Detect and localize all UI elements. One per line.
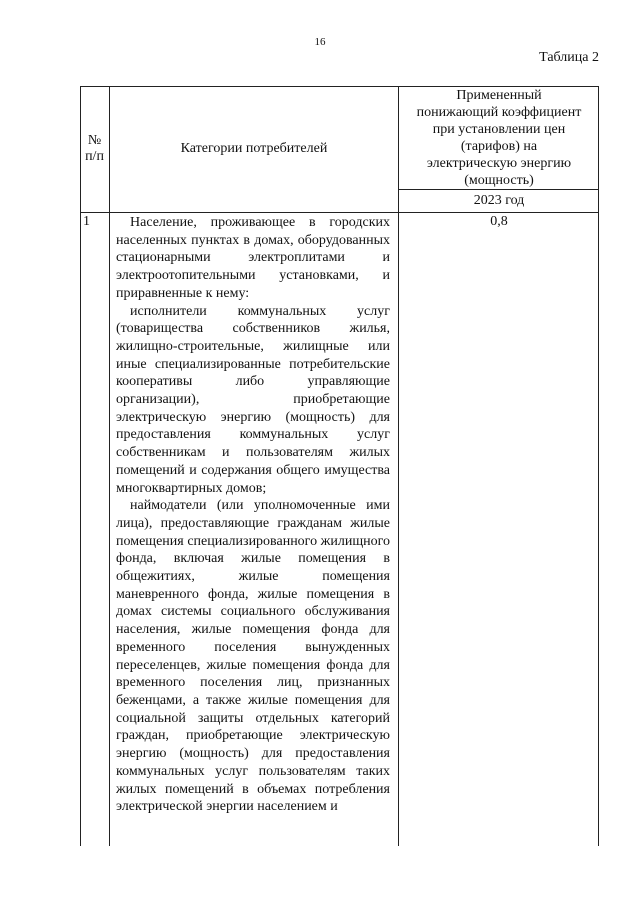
header-coefficient-line: (мощность) [464, 172, 534, 188]
category-paragraph: наймодатели (или уполномоченные ими лица), предоставляющие гражданам жилые помещения специализированного жилищного фонда, включая жилые помещения в общежитиях, жилые помещения маневренного фонда, жилые помещения в домах системы социального обслуживания населения, жилые помещения фонда для временного поселения вынужденных переселенцев, жилые помещения фонда для временного поселения лиц, признанных беженцами, а также жилые помещения для социальной защиты отдельных категорий граждан, приобретающие электрическую энергию (мощность) для предоставления коммунальных услуг пользователям таких жилых помещений в объемах потребления электрической энергии населением и [116, 498, 390, 815]
header-coefficient-line: (тарифов) на [460, 138, 538, 154]
row-coefficient-value: 0,8 [490, 214, 508, 229]
header-coefficient-cell [399, 86, 599, 189]
header-category-label: Категории потребителей [180, 141, 328, 156]
row-category-text [116, 214, 390, 816]
tariff-table [80, 86, 599, 846]
header-number-line: № [87, 133, 102, 148]
category-paragraph: исполнители коммунальных услуг (товарищества собственников жилья, жилищно-строительные, жилищные или иные специализированные потребительские кооперативы либо управляющие организации), приобретающие электрическую энергию (мощность) для предоставления коммунальных услуг собственникам и пользователям жилых помещений и содержания общего имущества многоквартирных домов; [116, 303, 390, 496]
header-number-line: п/п [85, 149, 104, 164]
header-coefficient-line: при установлении цен [432, 121, 566, 137]
header-coefficient-line: понижающий коэффициент [416, 104, 582, 120]
category-paragraph: Население, проживающее в городских населенных пунктах в домах, оборудованных стационарными электроплитами и электроотопительными установками, и приравненные к нему: [116, 215, 390, 301]
header-coefficient-line: Примененный [456, 87, 542, 103]
table-label: Таблица 2 [539, 50, 599, 65]
row-number: 1 [83, 214, 90, 229]
header-row-divider [80, 212, 599, 213]
header-year-cell [399, 190, 599, 212]
header-category-cell [110, 86, 398, 212]
header-coefficient-line: электрическую энергию [426, 155, 572, 171]
page-number: 16 [314, 36, 326, 48]
header-year-label: 2023 год [473, 193, 525, 208]
header-number-cell [80, 86, 109, 212]
